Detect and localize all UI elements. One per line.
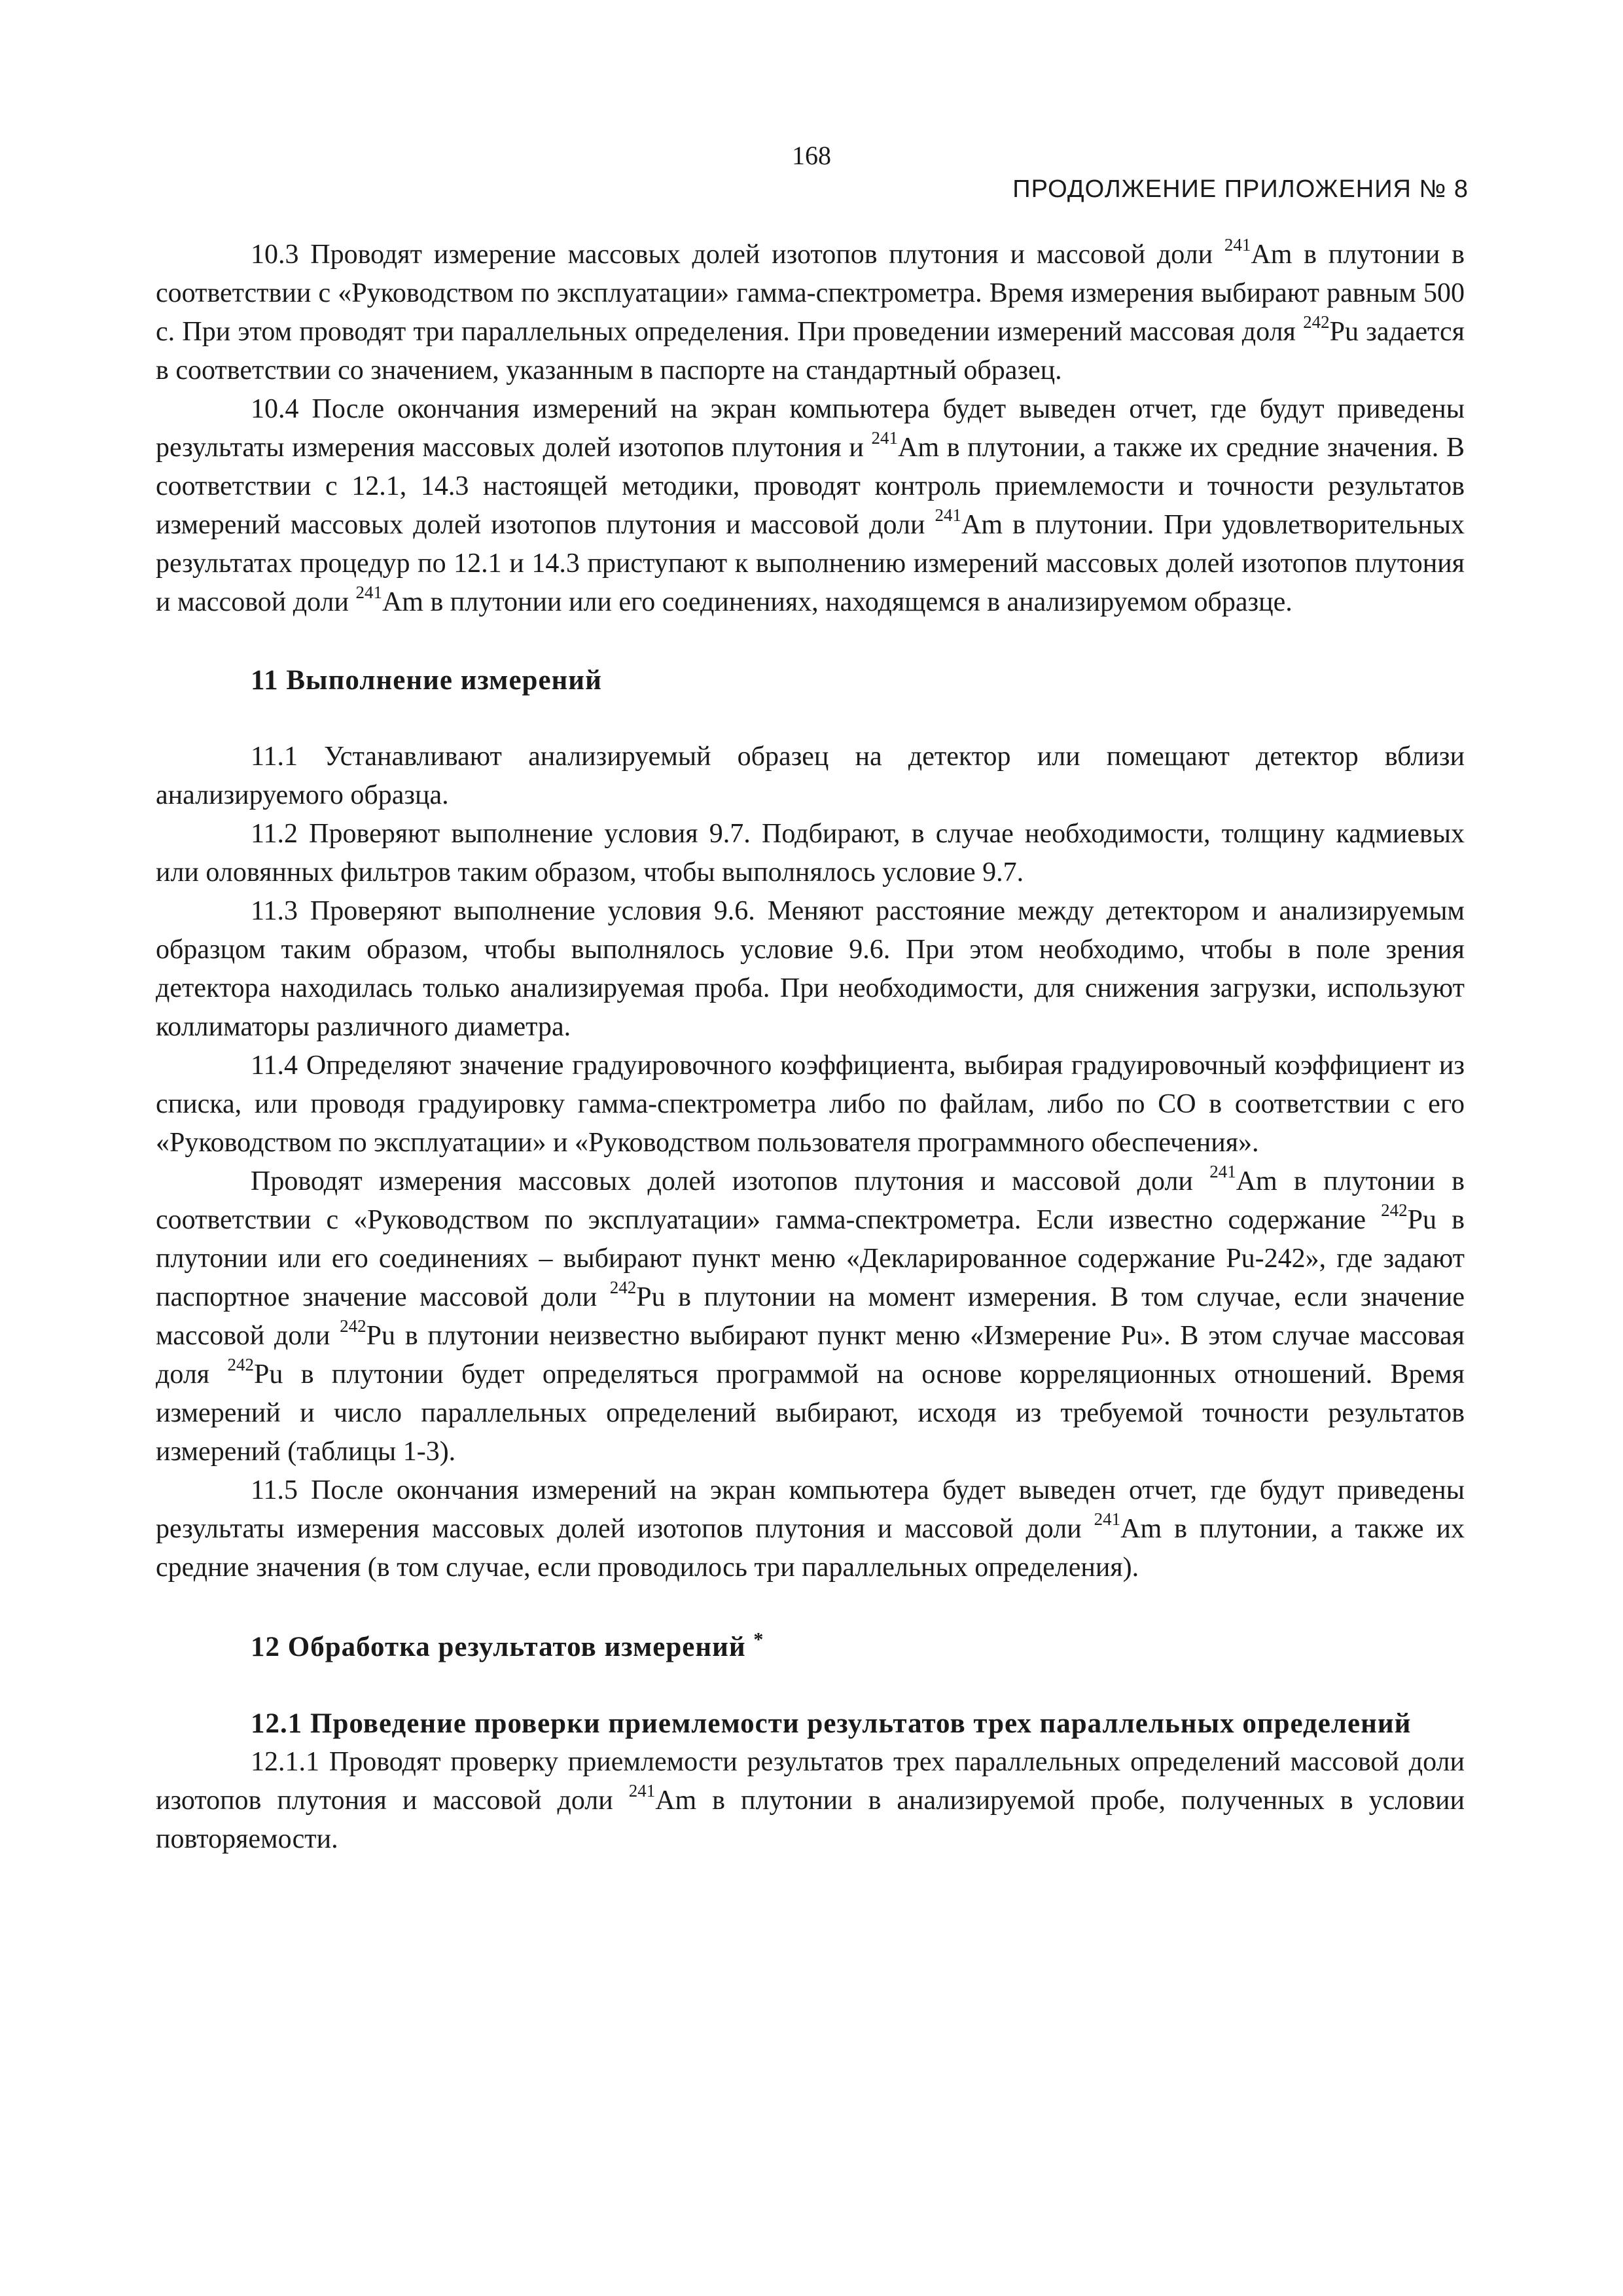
section-11-heading: 11 Выполнение измерений: [251, 665, 602, 696]
paragraph-11-2: 11.2 Проверяют выполнение условия 9.7. Подбирают, в случае необходимости, толщину кадмиевых или оловянных фильтров таким образом, чтобы выполнялось условие 9.7.: [156, 819, 1465, 888]
paragraph-11-5: 11.5 После окончания измерений на экран компьютера будет выведен отчет, где будут приведены результаты измерения массовых долей изотопов плутония и массовой доли $^{241}$Am в плутонии, а также их средние значения (в том случае, если проводилось три параллельных определения).: [156, 1475, 1465, 1583]
section-12-heading: 12 Обработка результатов измерений *: [251, 1628, 764, 1662]
section-12-1-heading: 12.1 Проведение проверки приемлемости результатов трех параллельных определений: [251, 1708, 1412, 1739]
running-header: ПРОДОЛЖЕНИЕ ПРИЛОЖЕНИЯ № 8: [1012, 175, 1469, 203]
paragraph-10-3: 10.3 Проводят измерение массовых долей изотопов плутония и массовой доли $^{241}$Am в плутонии в соответствии с «Руководством по эксплуатации» гамма-спектрометра. Время измерения выбирают равным 500 с. При этом проводят три параллельных определения. При проведении измерений массовая доля $^{242}$Pu задается в соответствии со значением, указанным в паспорте на стандартный образец.: [156, 235, 1465, 386]
document-body: [156, 236, 1465, 1859]
footnote-mark: *: [753, 1628, 764, 1651]
paragraph-11-4: 11.4 Определяют значение градуировочного коэффициента, выбирая градуировочный коэффициент из списка, или проводя градуировку гамма-спектрометра либо по файлам, либо по СО в соответствии с его «Руководством по эксплуатации» и «Руководством пользователя программного обеспечения».: [156, 1050, 1465, 1158]
paragraph-11-3: 11.3 Проверяют выполнение условия 9.6. Меняют расстояние между детектором и анализируемым образцом таким образом, чтобы выполнялось условие 9.6. При этом необходимо, чтобы в поле зрения детектора находилась только анализируемая проба. При необходимости, для снижения загрузки, используют коллиматоры различного диаметра.: [156, 896, 1465, 1042]
paragraph-10-4: 10.4 После окончания измерений на экран компьютера будет выведен отчет, где будут приведены результаты измерения массовых долей изотопов плутония и $^{241}$Am в плутонии, а также их средние значения. В соответствии с 12.1, 14.3 настоящей методики, проводят контроль приемлемости и точности результатов измерений массовых долей изотопов плутония и массовой доли $^{241}$Am в плутонии. При удовлетворительных результатах процедур по 12.1 и 14.3 приступают к выполнению измерений массовых долей изотопов плутония и массовой доли $^{241}$Am в плутонии или его соединениях, находящемся в анализируемом образце.: [156, 394, 1465, 617]
paragraph-11-4-continued: Проводят измерения массовых долей изотопов плутония и массовой доли $^{241}$Am в плутонии в соответствии с «Руководством по эксплуатации» гамма-спектрометра. Если известно содержание $^{242}$Pu в плутонии или его соединениях – выбирают пункт меню «Декларированное содержание Pu-242», где задают паспортное значение массовой доли $^{242}$Pu в плутонии на момент измерения. В том случае, если значение массовой доли $^{242}$Pu в плутонии неизвестно выбирают пункт меню «Измерение Pu». В этом случае массовая доля $^{242}$Pu в плутонии будет определяться программой на основе корреляционных отношений. Время измерений и число параллельных определений выбирают, исходя из требуемой точности результатов измерений (таблицы 1-3).: [156, 1162, 1465, 1467]
paragraph-11-1: 11.1 Устанавливают анализируемый образец на детектор или помещают детектор вблизи анализируемого образца.: [156, 742, 1465, 810]
page-number: 168: [792, 141, 831, 170]
paragraph-12-1-1: 12.1.1 Проводят проверку приемлемости результатов трех параллельных определений массовой доли изотопов плутония и массовой доли $^{241}$Am в плутонии в анализируемой пробе, полученных в условии повторяемости.: [156, 1747, 1465, 1854]
